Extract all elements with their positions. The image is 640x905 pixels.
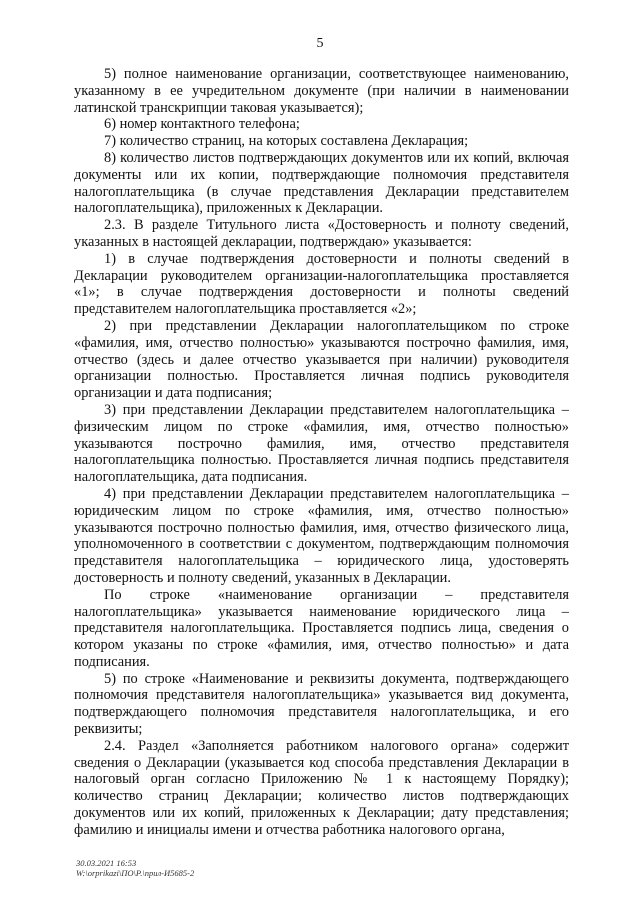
paragraph-2-3-item-1: 1) в случае подтверждения достоверности и полноты сведений в Декларации руководителем организации-налогоплательщика проставляется «1»; в случае подтверждения достоверности и полноты сведений представителем налогоплательщика проставляется «2»; <box>74 250 569 318</box>
paragraph-2-3-item-2: 2) при представлении Декларации налогоплательщиком по строке «фамилия, имя, отчество полностью» указываются построчно фамилия, имя, отчество (здесь и далее отчество указывается при наличии) руководителя организации полностью. Проставляется личная подпись руководителя организации и дата подписания; <box>74 317 569 402</box>
paragraph-item-6: 6) номер контактного телефона; <box>104 116 300 133</box>
paragraph-item-5: 5) полное наименование организации, соответствующее наименованию, указанному в ее учредительном документе (при наличии в наименовании латинской транскрипции таковая указывается); <box>74 66 569 116</box>
paragraph-section-2-4: 2.4. Раздел «Заполняется работником налогового органа» содержит сведения о Декларации (указывается код способа представления Декларации в налоговый орган согласно Приложению № 1 к настоящему Порядку); количество страниц Декларации; количество листов подтверждающих документов или их копий, приложенных к Декларации; дату представления; фамилию и инициалы имени и отчества работника налогового органа, <box>74 737 569 838</box>
paragraph-organization-line: По строке «наименование организации – представителя налогоплательщика» указывается наименование юридического лица – представителя налогоплательщика. Проставляется подпись лица, сведения о котором указаны по строке «фамилия, имя, отчество полностью» и дата подписания. <box>74 586 569 670</box>
file-stamp-date: 30.03.2021 16:53 <box>76 858 137 868</box>
file-stamp <box>76 858 194 878</box>
paragraph-section-2-3: 2.3. В разделе Титульного листа «Достоверность и полноту сведений, указанных в настоящей декларации, подтверждаю» указывается: <box>74 217 569 250</box>
paragraph-item-8: 8) количество листов подтверждающих документов или их копий, включая документы или их копии, подтверждающие полномочия представителя налогоплательщика (в случае представления Декларации представителем налогоплательщика), приложенных к Декларации. <box>74 149 569 217</box>
paragraph-2-3-item-5: 5) по строке «Наименование и реквизиты документа, подтверждающего полномочия представителя налогоплательщика» указывается вид документа, подтверждающего полномочия представителя налогоплательщика, и его реквизиты; <box>74 670 569 738</box>
paragraph-item-7: 7) количество страниц, на которых составлена Декларация; <box>104 133 469 150</box>
file-stamp-path: W:\orprikazi\ПО\Р.\прил-И5685-2 <box>76 868 195 878</box>
paragraph-2-3-item-3: 3) при представлении Декларации представителем налогоплательщика – физическим лицом по строке «фамилия, имя, отчество полностью» указываются построчно фамилия, имя, отчество представителя налогоплательщика полностью. Проставляется личная подпись представителя налогоплательщика, дата подписания. <box>74 401 569 486</box>
page-number: 5 <box>316 36 324 51</box>
document-body <box>74 66 569 839</box>
paragraph-2-3-item-4: 4) при представлении Декларации представителем налогоплательщика – юридическим лицом по строке «фамилия, имя, отчество полностью» указываются построчно полностью фамилия, имя, отчество физического лица, уполномоченного в соответствии с документом, подтверждающим полномочия представителя налогоплательщика – юридического лица, удостоверять достоверность и полноту сведений, указанных в Декларации. <box>74 485 569 586</box>
